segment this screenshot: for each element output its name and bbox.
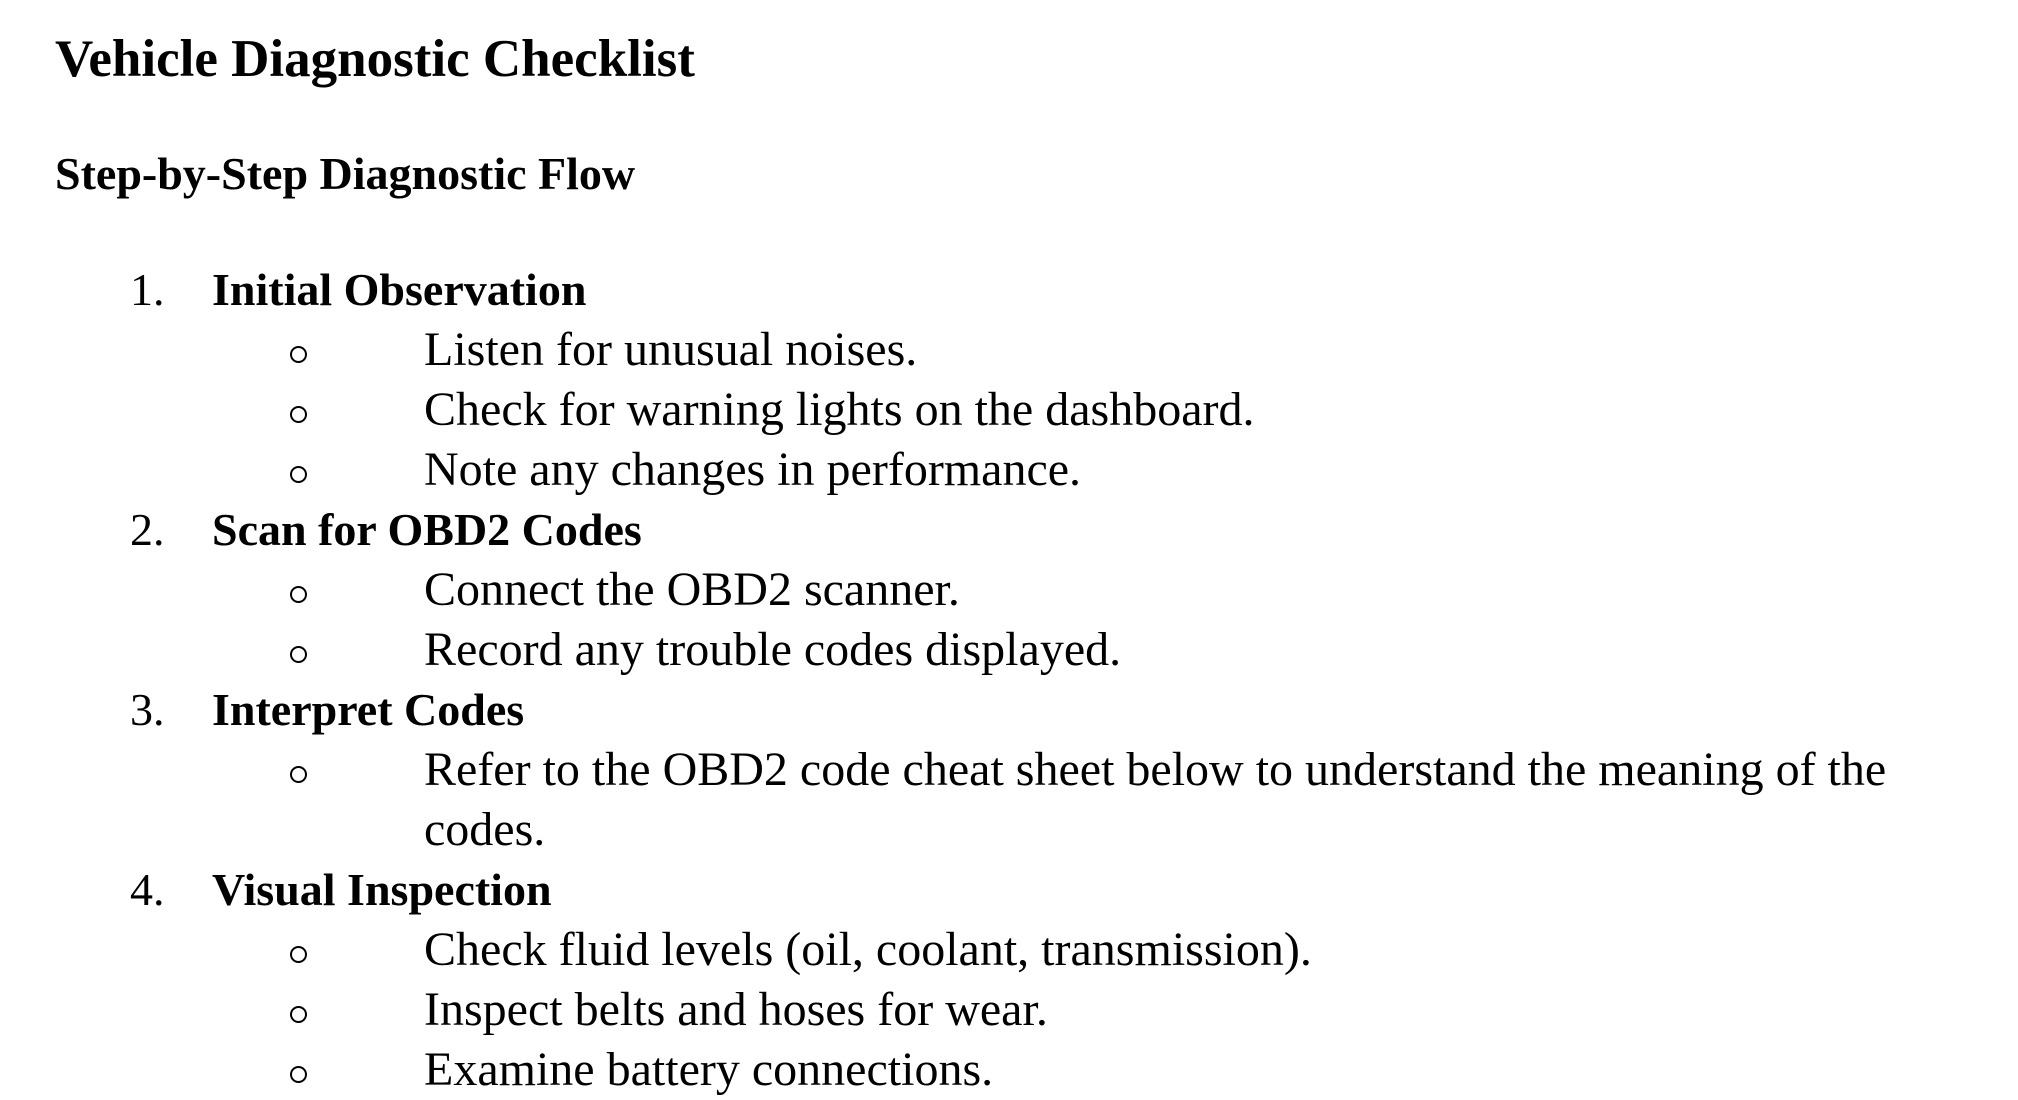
step-bullets [55,920,1978,1100]
step-bullets [55,320,1978,500]
step-item [55,860,1978,1100]
bullet-text: Record any trouble codes displayed. [424,623,1122,676]
step-item [55,260,1978,500]
step-bullets [55,560,1978,680]
bullet-item [55,920,1978,980]
step-number: 3. [130,684,165,735]
hollow-bullet-icon [290,766,307,783]
hollow-bullet-icon [290,646,307,663]
step-number: 2. [130,504,165,555]
hollow-bullet-icon [290,406,307,423]
step-title: Initial Observation [212,264,587,315]
step-number: 1. [130,264,165,315]
step-title: Scan for OBD2 Codes [212,504,642,555]
bullet-text: Check for warning lights on the dashboard. [424,383,1255,436]
bullet-item [55,620,1978,680]
hollow-bullet-icon [290,946,307,963]
hollow-bullet-icon [290,586,307,603]
step-item [55,680,1978,860]
bullet-text: Note any changes in performance. [424,443,1082,496]
bullet-item [55,320,1978,380]
step-item [55,500,1978,680]
step-number: 4. [130,864,165,915]
bullet-text: Connect the OBD2 scanner. [424,563,960,616]
bullet-text: Check fluid levels (oil, coolant, transmission). [424,923,1312,976]
bullet-item [55,980,1978,1040]
step-title: Interpret Codes [212,684,525,735]
bullet-text: Examine battery connections. [424,1043,994,1096]
document-title: Vehicle Diagnostic Checklist [55,30,695,88]
hollow-bullet-icon [290,346,307,363]
hollow-bullet-icon [290,1006,307,1023]
bullet-item [55,380,1978,440]
bullet-text: Listen for unusual noises. [424,323,918,376]
bullet-item [55,440,1978,500]
bullet-item [55,1040,1978,1100]
step-title: Visual Inspection [212,864,552,915]
bullet-item [55,740,1978,860]
section-heading: Step-by-Step Diagnostic Flow [55,148,636,199]
bullet-text: Refer to the OBD2 code cheat sheet below to understand the meaning of the codes. [424,743,1887,856]
hollow-bullet-icon [290,466,307,483]
bullet-text: Inspect belts and hoses for wear. [424,983,1048,1036]
bullet-item [55,560,1978,620]
diagnostic-steps-list [55,260,1978,1100]
step-bullets [55,740,1978,860]
hollow-bullet-icon [290,1066,307,1083]
